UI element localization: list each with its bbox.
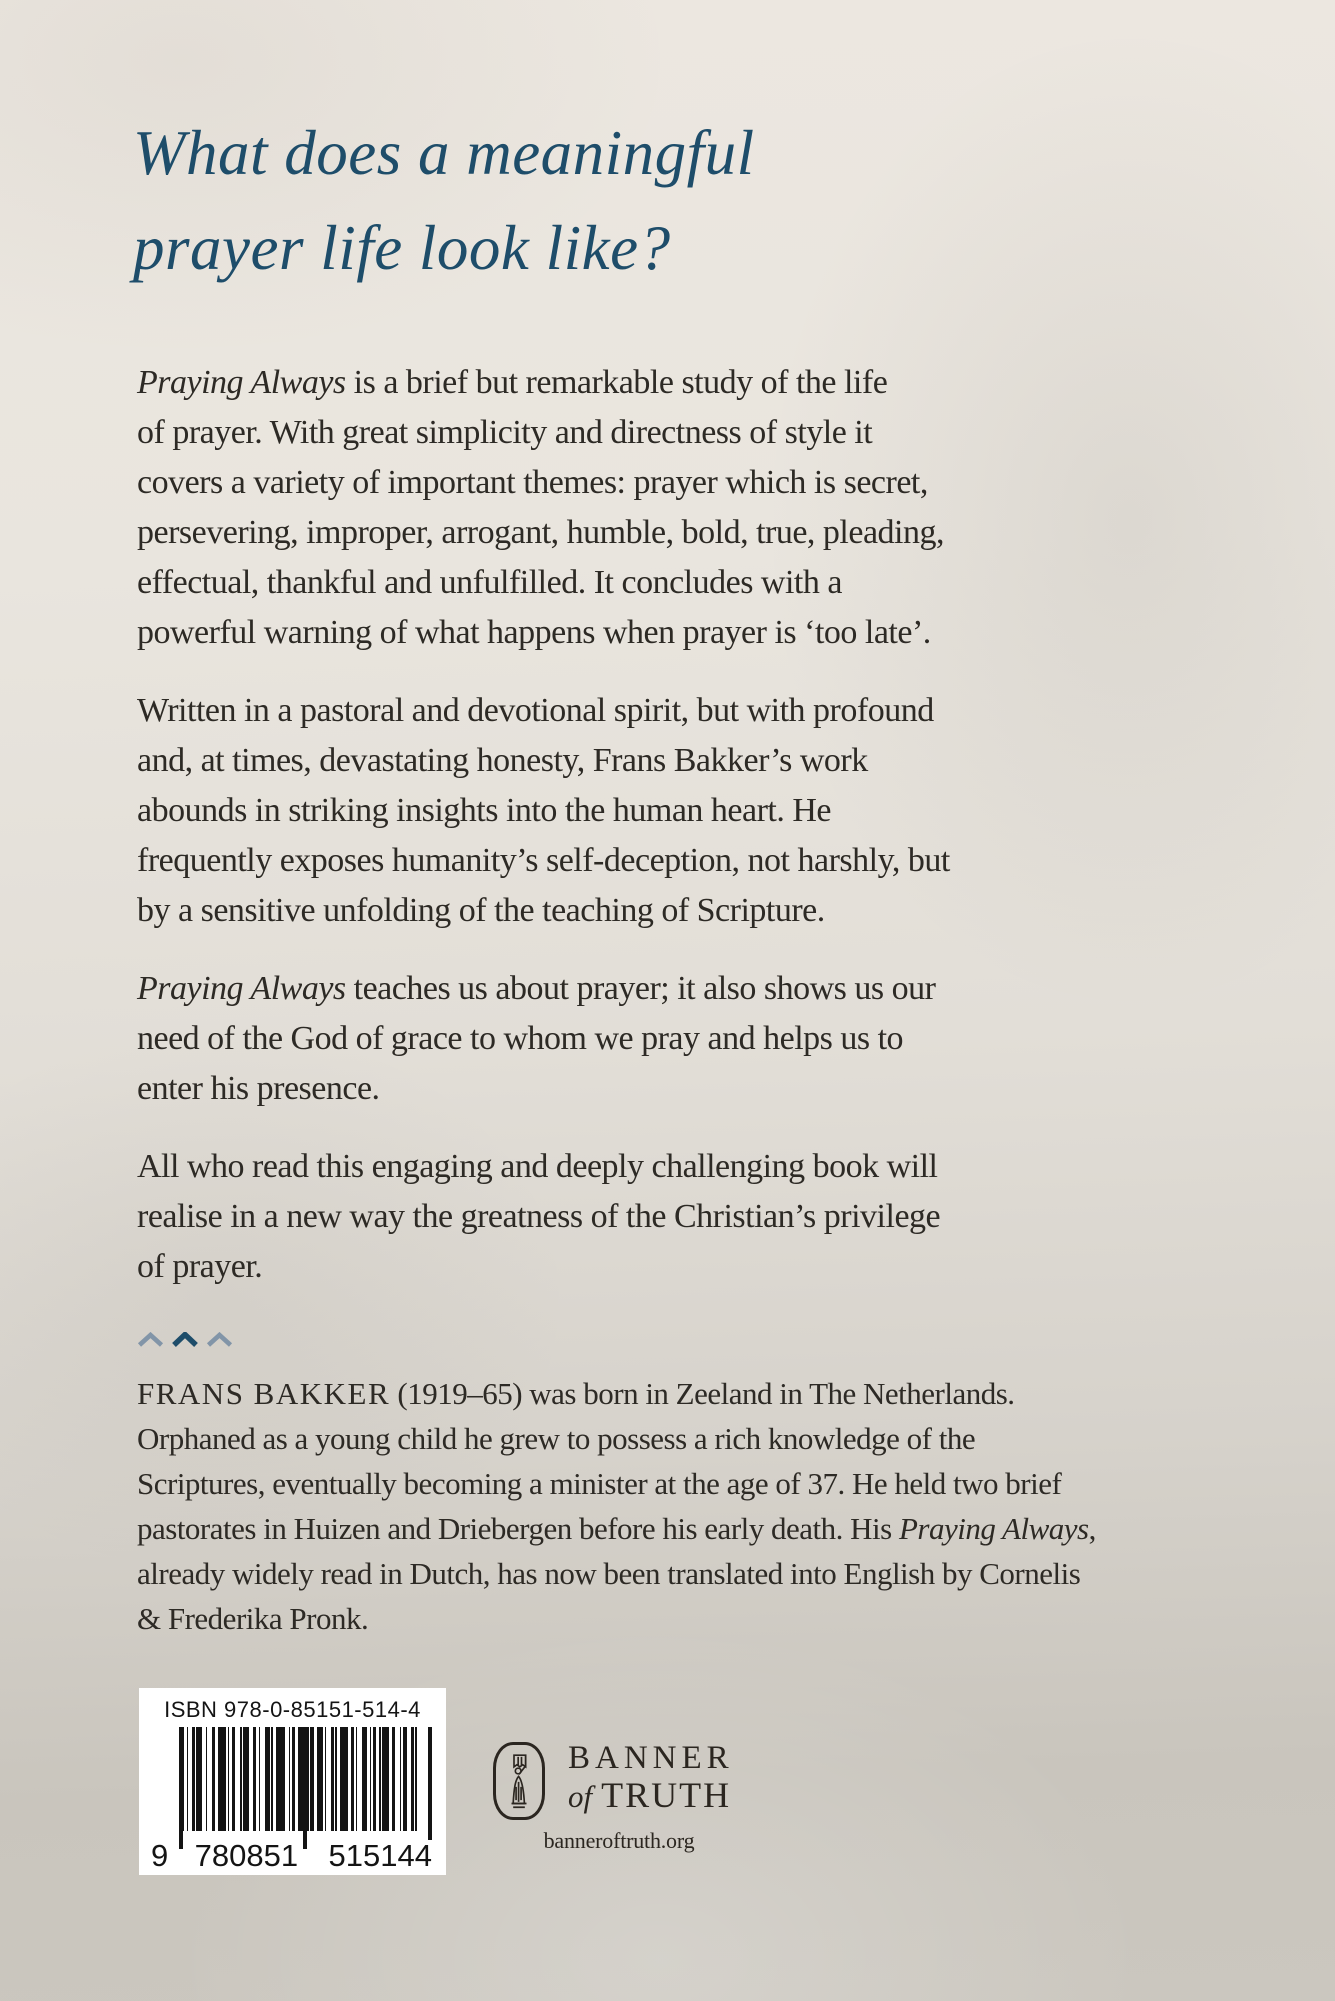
barcode-bar bbox=[356, 1727, 358, 1831]
chevron-up-icon bbox=[137, 1332, 164, 1347]
barcode-bar bbox=[196, 1727, 202, 1831]
text-line: of prayer. With great simplicity and directness of style it bbox=[137, 414, 873, 451]
barcode-bar bbox=[415, 1727, 417, 1831]
author-bio bbox=[137, 1371, 1096, 1641]
text-line: already widely read in Dutch, has now been translated into English by Cornelis bbox=[137, 1556, 1081, 1591]
text-line: Praying Always is a brief but remarkable study of the life bbox=[137, 364, 888, 401]
banner-of-truth-logo-icon bbox=[493, 1742, 545, 1820]
barcode-bar bbox=[335, 1727, 337, 1831]
barcode-bar bbox=[212, 1727, 215, 1831]
publisher-name-rest: TRUTH bbox=[601, 1775, 732, 1815]
isbn-number: ISBN 978-0-85151-514-4 bbox=[164, 1697, 421, 1722]
text-line: need of the God of grace to whom we pray and helps us to bbox=[137, 1020, 904, 1057]
barcode-bar bbox=[292, 1727, 295, 1831]
barcode-bar bbox=[379, 1727, 381, 1831]
chevron-up-icon bbox=[206, 1332, 233, 1347]
barcode-bar bbox=[228, 1727, 230, 1831]
barcode-digit-group: 9 bbox=[151, 1838, 169, 1873]
barcode-bar bbox=[298, 1727, 303, 1831]
barcode-bar bbox=[307, 1727, 309, 1831]
barcode-bar bbox=[331, 1727, 334, 1831]
text-line: enter his presence. bbox=[137, 1070, 380, 1107]
text-line: Praying Always teaches us about prayer; it also shows us our bbox=[137, 970, 936, 1007]
barcode-bar bbox=[187, 1727, 189, 1831]
barcode-bar bbox=[362, 1727, 367, 1831]
chevron-up-icon bbox=[171, 1332, 199, 1347]
barcode-bar bbox=[400, 1727, 402, 1831]
barcode-bar bbox=[218, 1727, 226, 1831]
text-line: abounds in striking insights into the human heart. He bbox=[137, 792, 832, 829]
barcode-bar bbox=[382, 1727, 388, 1831]
headline bbox=[133, 106, 755, 296]
text-line: Scriptures, eventually becoming a minister at the age of 37. He held two brief bbox=[137, 1466, 1062, 1501]
text-line: All who read this engaging and deeply challenging book will bbox=[137, 1148, 938, 1185]
headline-line-2: prayer life look like? bbox=[133, 213, 671, 283]
text-line: frequently exposes humanity’s self-deception, not harshly, but bbox=[137, 842, 950, 879]
barcode-bars bbox=[179, 1727, 432, 1831]
text-line: Orphaned as a young child he grew to possess a rich knowledge of the bbox=[137, 1421, 976, 1456]
barcode-guard-bar bbox=[179, 1727, 183, 1849]
barcode-digit-group: 515144 bbox=[325, 1840, 436, 1872]
barcode-bar bbox=[340, 1727, 348, 1831]
text-line: Written in a pastoral and devotional spirit, but with profound bbox=[137, 692, 934, 729]
barcode-bar bbox=[192, 1727, 195, 1831]
blurb-paragraph bbox=[137, 1142, 950, 1292]
barcode-bar bbox=[325, 1727, 327, 1831]
text-line: persevering, improper, arrogant, humble, bold, true, pleading, bbox=[137, 514, 944, 551]
barcode-bar bbox=[259, 1727, 261, 1831]
isbn-barcode bbox=[139, 1688, 446, 1875]
barcode-bar bbox=[411, 1727, 414, 1831]
text-line: & Frederika Pronk. bbox=[137, 1601, 369, 1636]
text-line: realise in a new way the greatness of the Christian’s privilege bbox=[137, 1198, 941, 1235]
barcode-bar bbox=[240, 1727, 242, 1831]
text-line: pastorates in Huizen and Driebergen before his early death. His Praying Always, bbox=[137, 1511, 1096, 1546]
barcode-bar bbox=[253, 1727, 256, 1831]
text-line: and, at times, devastating honesty, Frans Bakker’s work bbox=[137, 742, 868, 779]
text-line: FRANS BAKKER (1919–65) was born in Zeeland in The Netherlands. bbox=[137, 1376, 1015, 1411]
text-line: by a sensitive unfolding of the teaching of Scripture. bbox=[137, 892, 825, 929]
text-line: covers a variety of important themes: prayer which is secret, bbox=[137, 464, 928, 501]
barcode-bar bbox=[392, 1727, 395, 1831]
barcode-digits bbox=[151, 1840, 436, 1872]
barcode-bar bbox=[265, 1727, 270, 1831]
publisher-name-line-1: BANNER bbox=[568, 1740, 734, 1776]
chevron-divider bbox=[137, 1332, 233, 1347]
publisher-website: banneroftruth.org bbox=[543, 1828, 695, 1853]
publisher-name bbox=[568, 1740, 734, 1816]
barcode-bar bbox=[317, 1727, 323, 1831]
text-line: effectual, thankful and unfulfilled. It concludes with a bbox=[137, 564, 842, 601]
barcode-bar bbox=[370, 1727, 372, 1831]
blurb-paragraph bbox=[137, 686, 950, 936]
text-line: of prayer. bbox=[137, 1248, 263, 1285]
barcode-bar bbox=[351, 1727, 354, 1831]
barcode-digit-group: 780851 bbox=[191, 1840, 302, 1872]
publisher-name-of: of bbox=[568, 1779, 593, 1814]
barcode-guard-bar bbox=[303, 1727, 307, 1849]
blurb-paragraph bbox=[137, 358, 950, 658]
barcode-bar bbox=[232, 1727, 235, 1831]
barcode-bar bbox=[276, 1727, 285, 1831]
barcode-bar bbox=[206, 1727, 208, 1831]
barcode-bar bbox=[403, 1727, 408, 1831]
barcode-bar bbox=[289, 1727, 291, 1831]
barcode-bar bbox=[243, 1727, 249, 1831]
blurb bbox=[137, 358, 950, 1320]
text-line: powerful warning of what happens when prayer is ‘too late’. bbox=[137, 614, 931, 651]
barcode-guard-bar bbox=[428, 1727, 432, 1849]
barcode-bar bbox=[271, 1727, 273, 1831]
barcode-bar bbox=[373, 1727, 376, 1831]
headline-line-1: What does a meaningful bbox=[133, 118, 755, 188]
barcode-bar bbox=[310, 1727, 313, 1831]
blurb-paragraph bbox=[137, 964, 950, 1114]
publisher-name-line-2 bbox=[568, 1776, 734, 1816]
